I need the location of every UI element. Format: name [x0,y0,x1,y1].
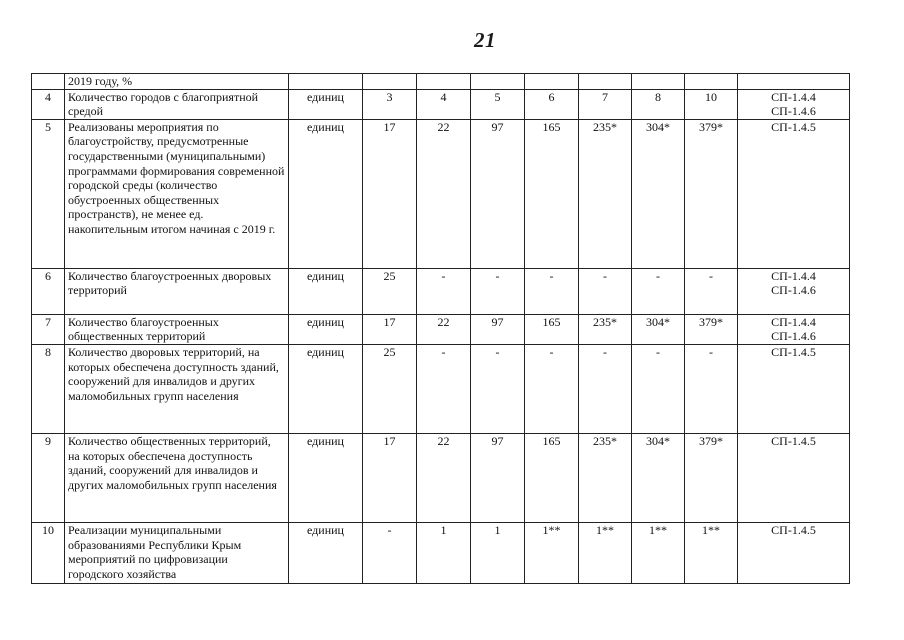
indicator-name: Количество благоустроенных дворовых территорий [65,268,289,314]
value-cell: - [685,344,738,433]
value-cell: 165 [525,433,579,522]
value-cell: - [525,344,579,433]
indicator-name: Количество общественных территорий, на которых обеспечена доступность зданий, сооружений для инвалидов и других маломобильных групп населения [65,433,289,522]
reference-code: СП-1.4.5 [771,433,816,448]
row-number: 6 [32,268,65,314]
reference-cell [738,119,850,268]
value-cell: 5 [471,89,525,119]
indicator-name: Реализации муниципальными образованиями Республики Крым мероприятий по цифровизации городского хозяйства [65,522,289,583]
unit-cell: единиц [289,89,363,119]
value-cell: 1 [471,522,525,583]
row-number: 4 [32,89,65,119]
value-cell: 25 [363,268,417,314]
table-body [32,74,850,584]
indicator-name: Количество благоустроенных общественных территорий [65,314,289,344]
row-number [32,74,65,90]
value-cell: 1** [685,522,738,583]
value-cell: 235* [579,314,632,344]
indicator-name: Количество городов с благоприятной средой [65,89,289,119]
value-cell: 1** [525,522,579,583]
reference-code: СП-1.4.4 [771,314,816,329]
value-cell: 1** [579,522,632,583]
reference-code: СП-1.4.4 [771,268,816,283]
value-cell: 165 [525,119,579,268]
value-cell: 17 [363,314,417,344]
row-number: 5 [32,119,65,268]
reference-code: СП-1.4.5 [771,119,816,134]
reference-code: СП-1.4.6 [771,329,816,344]
reference-cell [738,433,850,522]
value-cell: 3 [363,89,417,119]
unit-cell: единиц [289,522,363,583]
value-cell: 304* [632,314,685,344]
value-cell: 22 [417,314,471,344]
value-cell: - [363,522,417,583]
row-number: 7 [32,314,65,344]
indicators-table [31,73,850,584]
value-cell [363,74,417,90]
reference-cell [738,314,850,344]
value-cell: 97 [471,433,525,522]
value-cell: 22 [417,433,471,522]
value-cell: - [579,344,632,433]
table-row [32,522,850,583]
value-cell [632,74,685,90]
unit-cell [289,74,363,90]
value-cell: 235* [579,119,632,268]
value-cell: 235* [579,433,632,522]
unit-cell: единиц [289,119,363,268]
indicator-name: Количество дворовых территорий, на которых обеспечена доступность зданий, сооружений для инвалидов и других маломобильных групп населения [65,344,289,433]
value-cell: 97 [471,314,525,344]
value-cell: 1** [632,522,685,583]
value-cell: - [685,268,738,314]
reference-code: СП-1.4.4 [771,89,816,104]
unit-cell: единиц [289,314,363,344]
value-cell: 8 [632,89,685,119]
value-cell: 22 [417,119,471,268]
value-cell: 379* [685,433,738,522]
table-row [32,268,850,314]
reference-code: СП-1.4.6 [771,104,816,119]
value-cell: 7 [579,89,632,119]
indicator-name: 2019 году, % [65,74,289,90]
reference-cell [738,74,850,90]
value-cell: 97 [471,119,525,268]
reference-cell [738,89,850,119]
reference-cell [738,522,850,583]
value-cell: 17 [363,119,417,268]
reference-code: СП-1.4.5 [771,522,816,537]
reference-code: СП-1.4.5 [771,344,816,359]
value-cell: 6 [525,89,579,119]
value-cell: - [471,344,525,433]
value-cell: 4 [417,89,471,119]
reference-cell [738,268,850,314]
value-cell: 379* [685,314,738,344]
value-cell: - [632,344,685,433]
row-number: 9 [32,433,65,522]
table-row [32,119,850,268]
value-cell: - [632,268,685,314]
reference-cell [738,344,850,433]
value-cell [685,74,738,90]
value-cell: 10 [685,89,738,119]
table-row [32,314,850,344]
value-cell: 25 [363,344,417,433]
table-row [32,89,850,119]
value-cell [471,74,525,90]
value-cell: - [579,268,632,314]
row-number: 10 [32,522,65,583]
value-cell: - [525,268,579,314]
value-cell: 379* [685,119,738,268]
value-cell: - [471,268,525,314]
value-cell [417,74,471,90]
value-cell [525,74,579,90]
table-row [32,74,850,90]
value-cell: 1 [417,522,471,583]
row-number: 8 [32,344,65,433]
value-cell: 304* [632,119,685,268]
value-cell: 304* [632,433,685,522]
unit-cell: единиц [289,268,363,314]
page-number: 21 [474,28,496,52]
value-cell: 165 [525,314,579,344]
table-row [32,344,850,433]
table-row [32,433,850,522]
value-cell: - [417,268,471,314]
reference-code: СП-1.4.6 [771,283,816,298]
value-cell [579,74,632,90]
value-cell: 17 [363,433,417,522]
indicator-name: Реализованы мероприятия по благоустройству, предусмотренные государственными (муниципальными) программами формирования современной городской среды (количество обустроенных общественных пространств), не менее ед. накопительным итогом начиная с 2019 г. [65,119,289,268]
unit-cell: единиц [289,344,363,433]
value-cell: - [417,344,471,433]
unit-cell: единиц [289,433,363,522]
